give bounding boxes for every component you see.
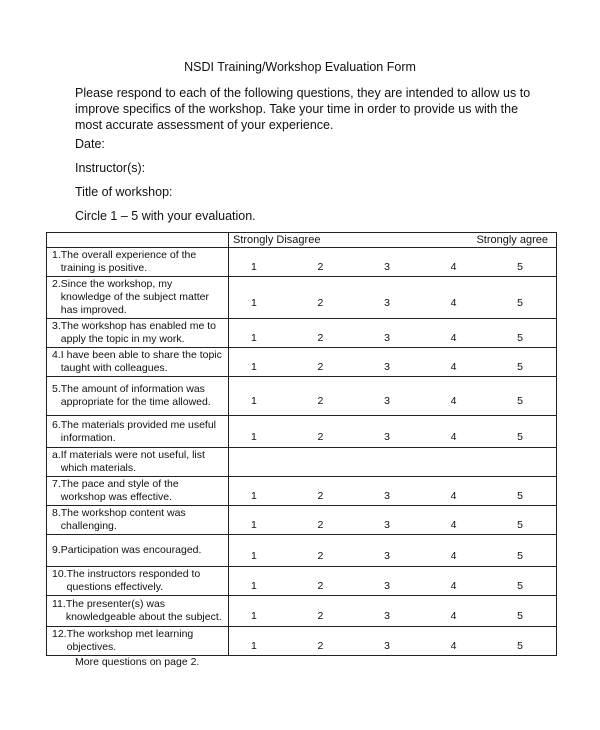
- rating-option-5[interactable]: 5: [517, 332, 523, 344]
- question-number: 6.: [52, 418, 61, 431]
- instructor-label: Instructor(s):: [75, 161, 146, 175]
- rating-cell: [229, 477, 557, 506]
- question-text: Participation was encouraged.: [60, 544, 202, 556]
- intro-paragraph: Please respond to each of the following questions, they are intended to allow us to improve specifics of the workshop. Take your time in order to provide us with the most accurate assessment of your experience.: [75, 86, 531, 132]
- rating-option-2[interactable]: 2: [317, 296, 324, 309]
- question-cell: [47, 477, 229, 506]
- rating-option-4[interactable]: 4: [450, 640, 457, 652]
- question-number: 8.: [52, 507, 61, 519]
- rating-option-2[interactable]: 2: [317, 519, 324, 531]
- rating-option-1[interactable]: 1: [251, 395, 257, 407]
- question-text: If materials were not useful, list which materials.: [60, 449, 205, 474]
- rating-option-2[interactable]: 2: [317, 332, 324, 344]
- question-cell: [47, 535, 229, 567]
- rating-option-3[interactable]: 3: [384, 490, 390, 502]
- question-number: 9.: [52, 544, 61, 556]
- rating-option-1[interactable]: 1: [251, 610, 257, 622]
- table-row: [47, 567, 557, 596]
- question-cell: [47, 416, 229, 448]
- question-cell: [47, 627, 229, 656]
- rating-option-5[interactable]: 5: [517, 519, 523, 531]
- rating-option-1[interactable]: 1: [251, 640, 257, 652]
- rating-option-3[interactable]: 3: [384, 430, 390, 443]
- table-row: [47, 448, 557, 477]
- question-number: 11.: [52, 598, 66, 610]
- question-cell: [47, 448, 229, 477]
- form-title: NSDI Training/Workshop Evaluation Form: [184, 60, 416, 74]
- rating-option-5[interactable]: 5: [517, 640, 523, 652]
- rating-cell: [229, 506, 557, 535]
- rating-option-4[interactable]: 4: [450, 296, 457, 309]
- question-text: The workshop has enabled me to apply the topic in my work.: [60, 320, 217, 345]
- rating-option-3[interactable]: 3: [384, 580, 390, 592]
- rating-option-4[interactable]: 4: [450, 361, 457, 373]
- rating-option-1[interactable]: 1: [251, 549, 257, 562]
- question-number: 1.: [52, 249, 61, 261]
- rating-option-2[interactable]: 2: [317, 490, 324, 502]
- rating-option-1[interactable]: 1: [251, 296, 257, 309]
- rating-option-5[interactable]: 5: [517, 549, 523, 562]
- footer-note: More questions on page 2.: [75, 656, 200, 668]
- workshop-title-label: Title of workshop:: [75, 185, 173, 199]
- rating-option-5[interactable]: 5: [517, 610, 523, 622]
- rating-cell: [229, 627, 557, 656]
- rating-option-4[interactable]: 4: [450, 580, 457, 592]
- rating-option-5[interactable]: 5: [517, 395, 523, 407]
- rating-option-1[interactable]: 1: [251, 490, 257, 502]
- question-text: I have been able to share the topic taught with colleagues.: [60, 349, 222, 374]
- rating-option-5[interactable]: 5: [517, 490, 523, 502]
- question-cell: [47, 319, 229, 348]
- question-number: 4.: [52, 349, 61, 361]
- question-number: 10.: [52, 568, 67, 580]
- table-row: [47, 477, 557, 506]
- rating-option-3[interactable]: 3: [384, 610, 390, 622]
- rating-cell: [229, 567, 557, 596]
- table-row: [47, 596, 557, 627]
- table-header-row: [47, 233, 557, 248]
- question-number: 7.: [52, 478, 61, 490]
- rating-option-3[interactable]: 3: [384, 549, 390, 562]
- rating-option-4[interactable]: 4: [450, 490, 457, 502]
- rating-option-3[interactable]: 3: [384, 640, 390, 652]
- table-row: [47, 377, 557, 416]
- table-row: [47, 506, 557, 535]
- date-label: Date:: [75, 137, 105, 151]
- rating-option-2[interactable]: 2: [317, 580, 324, 592]
- rating-option-2[interactable]: 2: [317, 430, 324, 443]
- rating-option-2[interactable]: 2: [317, 261, 324, 273]
- question-text: The workshop met learning objectives.: [66, 628, 194, 653]
- rating-option-2[interactable]: 2: [317, 395, 324, 407]
- question-cell: [47, 506, 229, 535]
- rating-option-4[interactable]: 4: [450, 549, 457, 562]
- rating-cell: [229, 377, 557, 416]
- rating-option-4[interactable]: 4: [450, 430, 457, 443]
- strongly-disagree-label: Strongly Disagree: [233, 234, 321, 246]
- question-number: 3.: [52, 320, 61, 332]
- rating-option-1[interactable]: 1: [251, 580, 257, 592]
- table-row: [47, 319, 557, 348]
- table-row: [47, 348, 557, 377]
- question-text: The instructors responded to questions effectively.: [66, 568, 201, 593]
- rating-option-3[interactable]: 3: [384, 395, 390, 407]
- table-row: [47, 535, 557, 567]
- rating-cell: [229, 448, 557, 477]
- rating-option-3[interactable]: 3: [384, 519, 390, 531]
- rating-option-2[interactable]: 2: [317, 549, 324, 562]
- question-text: Since the workshop, my knowledge of the subject matter has improved.: [60, 278, 210, 316]
- rating-option-4[interactable]: 4: [450, 395, 457, 407]
- rating-option-5[interactable]: 5: [517, 361, 523, 373]
- rating-cell: [229, 535, 557, 567]
- rating-option-3[interactable]: 3: [384, 361, 390, 373]
- rating-option-2[interactable]: 2: [317, 640, 324, 652]
- question-cell: [47, 248, 229, 277]
- scale-header-cell: [229, 233, 557, 248]
- rating-option-2[interactable]: 2: [317, 610, 324, 622]
- strongly-agree-label: Strongly agree: [476, 234, 548, 246]
- question-text: The pace and style of the workshop was effective.: [60, 478, 179, 503]
- rating-cell: [229, 348, 557, 377]
- rating-option-1[interactable]: 1: [251, 261, 257, 273]
- question-text: The workshop content was challenging.: [60, 507, 186, 532]
- rating-option-5[interactable]: 5: [517, 580, 523, 592]
- question-cell: [47, 567, 229, 596]
- table-row: [47, 248, 557, 277]
- rating-option-3[interactable]: 3: [384, 261, 390, 273]
- rating-option-4[interactable]: 4: [450, 261, 457, 273]
- table-row: [47, 416, 557, 448]
- question-text: The materials provided me useful information.: [60, 418, 217, 444]
- question-cell: [47, 348, 229, 377]
- rating-cell: [229, 248, 557, 277]
- rating-option-1[interactable]: 1: [251, 519, 257, 531]
- question-number: 5.: [52, 383, 61, 395]
- rating-option-4[interactable]: 4: [450, 610, 457, 622]
- rating-option-1[interactable]: 1: [251, 361, 257, 373]
- rating-option-5[interactable]: 5: [517, 296, 523, 309]
- question-number: 2.: [52, 278, 61, 290]
- rating-option-4[interactable]: 4: [450, 519, 457, 531]
- rating-option-3[interactable]: 3: [384, 296, 390, 309]
- circle-instruction: Circle 1 – 5 with your evaluation.: [75, 209, 256, 223]
- rating-option-5[interactable]: 5: [517, 430, 523, 443]
- rating-option-1[interactable]: 1: [251, 430, 257, 443]
- rating-cell: [229, 596, 557, 627]
- question-cell: [47, 277, 229, 319]
- question-cell: [47, 596, 229, 627]
- question-number: 12.: [52, 628, 67, 640]
- rating-option-5[interactable]: 5: [517, 261, 523, 273]
- rating-cell: [229, 319, 557, 348]
- question-text: The overall experience of the training is positive.: [60, 249, 197, 274]
- table-row: [47, 627, 557, 656]
- rating-option-1[interactable]: 1: [251, 332, 257, 344]
- evaluation-table: [46, 232, 557, 656]
- question-text: The presenter(s) was knowledgeable about the subject.: [65, 598, 222, 623]
- rating-option-3[interactable]: 3: [384, 332, 390, 344]
- evaluation-rows: [47, 248, 557, 656]
- question-cell: [47, 377, 229, 416]
- question-text: The amount of information was appropriate for the time allowed.: [60, 383, 211, 408]
- question-number: a.: [52, 449, 61, 461]
- rating-cell: [229, 416, 557, 448]
- question-header-cell: [47, 233, 229, 248]
- rating-option-4[interactable]: 4: [450, 332, 457, 344]
- rating-option-2[interactable]: 2: [317, 361, 324, 373]
- table-row: [47, 277, 557, 319]
- rating-cell: [229, 277, 557, 319]
